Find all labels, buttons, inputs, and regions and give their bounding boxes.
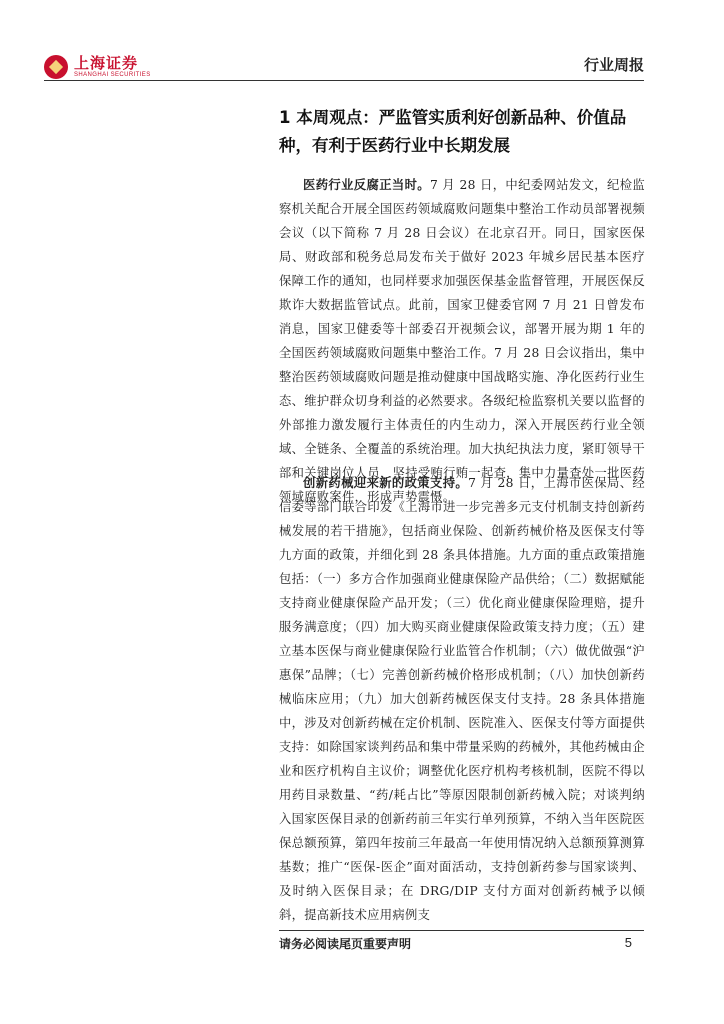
logo-emblem-icon — [44, 55, 68, 79]
footer-divider — [279, 930, 644, 931]
paragraph-text: 7 月 28 日，中纪委网站发文，纪检监察机关配合开展全国医药领域腐败问题集中整治工作动员部署视频会议（以下简称 7 月 28 日会议）在北京召开。同日，国家医保局、财政部和税务总局发布关于做好 2023 年城乡居民基本医疗保障工作的通知，也同样要求加强医保基金监督管理，开展医保反欺诈大数据监管试点。此前，国家卫健委官网 7 月 21 日曾发布消息，国家卫健委等十部委召开视频会议，部署开展为期 1 年的全国医药领域腐败问题集中整治工作。7 月 28 日会议指出，集中整治医药领域腐败问题是推动健康中国战略实施、净化医药行业生态、维护群众切身利益的必然要求。各级纪检监察机关要以监督的外部推力激发履行主体责任的内生动力，深入开展医药行业全领域、全链条、全覆盖的系统治理。加大执纪执法力度，紧盯领导干部和关键岗位人员，坚持受贿行贿一起查，集中力量查处一批医药领域腐败案件，形成声势震慑。 — [279, 178, 645, 504]
body-paragraph — [279, 471, 645, 927]
paragraph-lead: 创新药械迎来新的政策支持。 — [303, 476, 469, 490]
logo-text — [74, 55, 151, 79]
logo-name-cn: 上海证券 — [74, 54, 139, 72]
header-divider — [44, 80, 644, 81]
report-type-title: 行业周报 — [583, 56, 644, 74]
body-paragraph — [279, 173, 645, 509]
paragraph-lead: 医药行业反腐正当时。 — [303, 178, 430, 192]
logo-name-en: SHANGHAI SECURITIES — [74, 72, 151, 78]
company-logo — [44, 55, 151, 79]
section-heading: 1 本周观点：严监管实质利好创新品种、价值品种，有利于医药行业中长期发展 — [279, 108, 627, 155]
page-number: 5 — [624, 935, 632, 950]
disclaimer-note: 请务必阅读尾页重要声明 — [279, 937, 412, 951]
paragraph-text: 7 月 28 日，上海市医保局、经信委等部门联合印发《上海市进一步完善多元支付机制支持创新药械发展的若干措施》，包括商业保险、创新药械价格及医保支付等九方面的政策，并细化到 28 条具体措施。九方面的重点政策措施包括：（一）多方合作加强商业健康保险产品供给；（二）数据赋能支持商业健康保险产品开发；（三）优化商业健康保险理赔，提升服务满意度；（四）加大购买商业健康保险政策支持力度；（五）建立基本医保与商业健康保险行业监管合作机制；（六）做优做强“沪惠保”品牌；（七）完善创新药械价格形成机制；（八）加快创新药械临床应用；（九）加大创新药械医保支付支持。28 条具体措施中，涉及对创新药械在定价机制、医院准入、医保支付等方面提供支持：如除国家谈判药品和集中带量采购的药械外，其他药械由企业和医疗机构自主议价；调整优化医疗机构考核机制，医院不得以用药目录数量、“药/耗占比”等原因限制创新药械入院；对谈判纳入国家医保目录的创新药前三年实行单列预算，不纳入当年医院医保总额预算，第四年按前三年最高一年使用情况纳入总额预算测算基数；推广“医保-医企”面对面活动，支持创新药参与国家谈判、及时纳入医保目录；在 DRG/DIP 支付方面对创新药械予以倾斜，提高新技术应用病例支 — [279, 476, 645, 922]
